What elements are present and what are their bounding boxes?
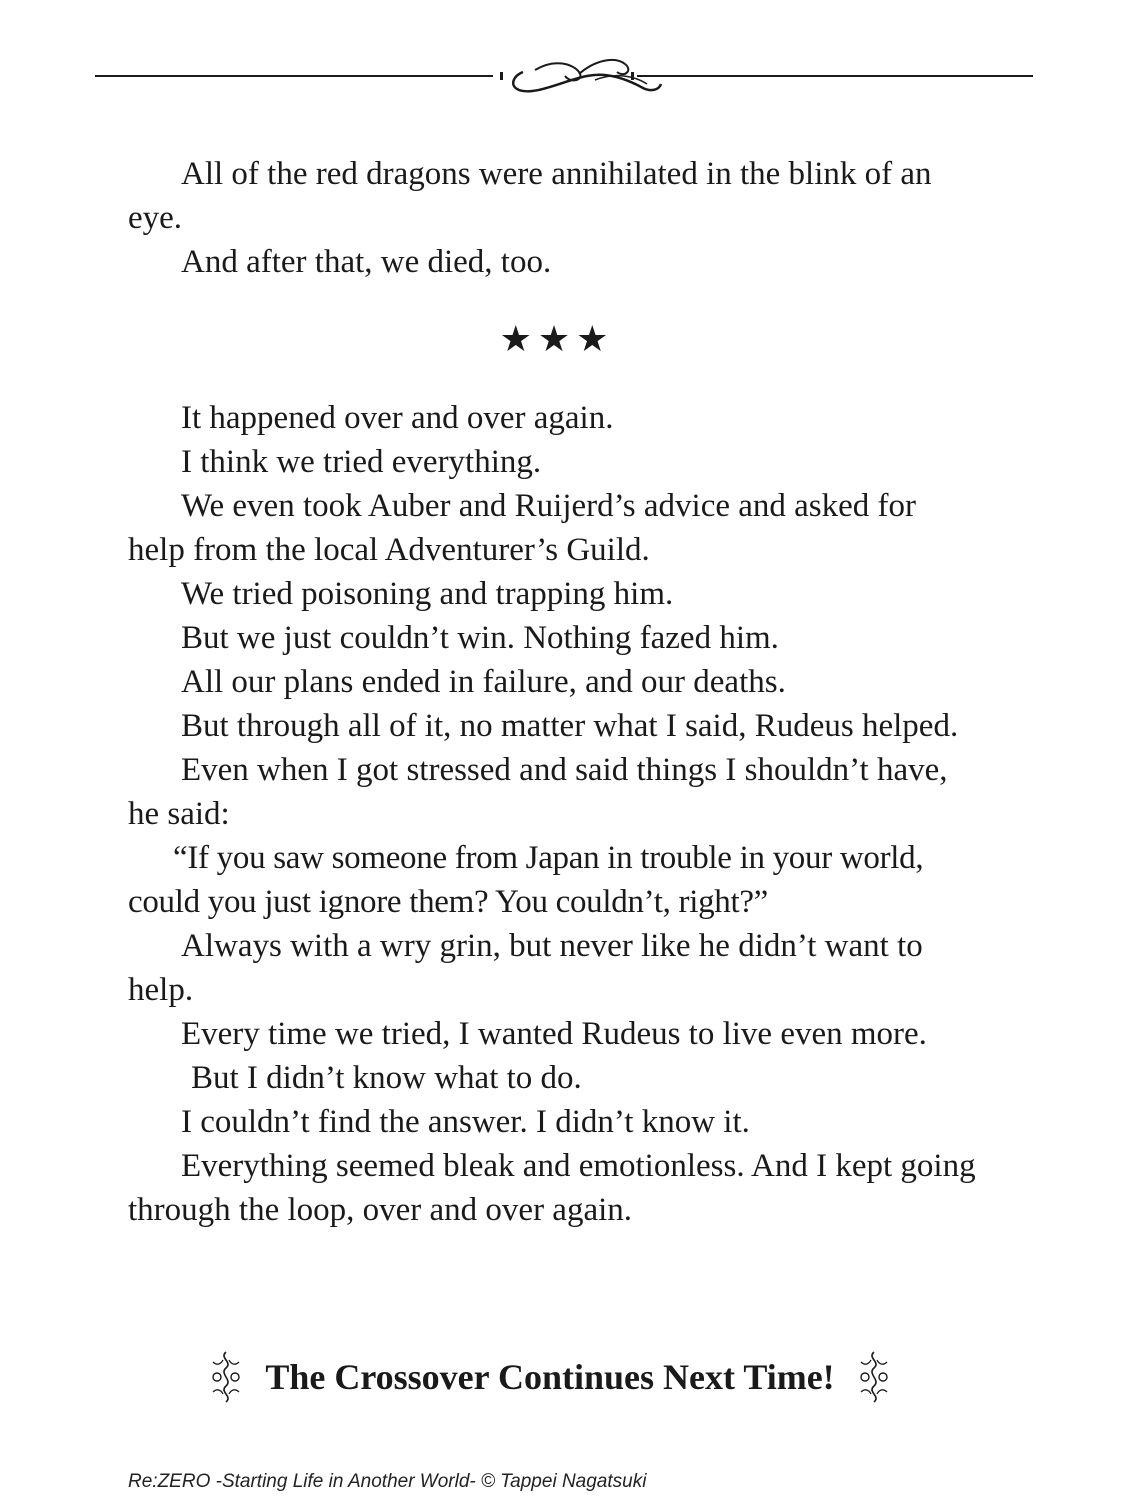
paragraph: I couldn’t find the answer. I didn’t know it. — [181, 1104, 750, 1140]
copyright-footer — [128, 1471, 1028, 1493]
scene-break-stars: ★★★ — [499, 319, 615, 360]
paragraph: But through all of it, no matter what I said, Rudeus helped. — [181, 708, 959, 744]
paragraph: Even when I got stressed and said things I shouldn’t have, he said: — [128, 752, 948, 832]
paragraph: I think we tried everything. — [181, 444, 542, 480]
paragraph: It happened over and over again. — [181, 400, 614, 436]
dialogue-paragraph: “If you saw someone from Japan in trouble in your world, could you just ignore them? You couldn’t, right?” — [128, 840, 924, 920]
paragraph: And after that, we died, too. — [181, 244, 552, 280]
header-ornament — [95, 50, 1033, 105]
end-banner — [160, 1345, 940, 1409]
paragraph: We even took Auber and Ruijerd’s advice and asked for help from the local Adventurer’s Guild. — [128, 488, 917, 568]
left-flourish-icon — [205, 1348, 247, 1406]
right-flourish-icon — [853, 1348, 895, 1406]
paragraph: All of the red dragons were annihilated in the blink of an eye. — [128, 156, 932, 236]
paragraph: Every time we tried, I wanted Rudeus to live even more. — [181, 1016, 927, 1052]
paragraph: But I didn’t know what to do. — [191, 1060, 582, 1096]
end-banner-title: The Crossover Continues Next Time! — [265, 1357, 835, 1397]
body-text — [128, 152, 978, 1232]
copyright-line: Re:ZERO -Starting Life in Another World- © Tappei Nagatsuki — [128, 1471, 647, 1492]
paragraph: But we just couldn’t win. Nothing fazed him. — [181, 620, 779, 656]
paragraph: We tried poisoning and trapping him. — [181, 576, 674, 612]
paragraph: All our plans ended in failure, and our deaths. — [181, 664, 786, 700]
paragraph: Always with a wry grin, but never like he didn’t want to help. — [128, 928, 923, 1008]
paragraph: Everything seemed bleak and emotionless. And I kept going through the loop, over and over again. — [128, 1148, 976, 1228]
